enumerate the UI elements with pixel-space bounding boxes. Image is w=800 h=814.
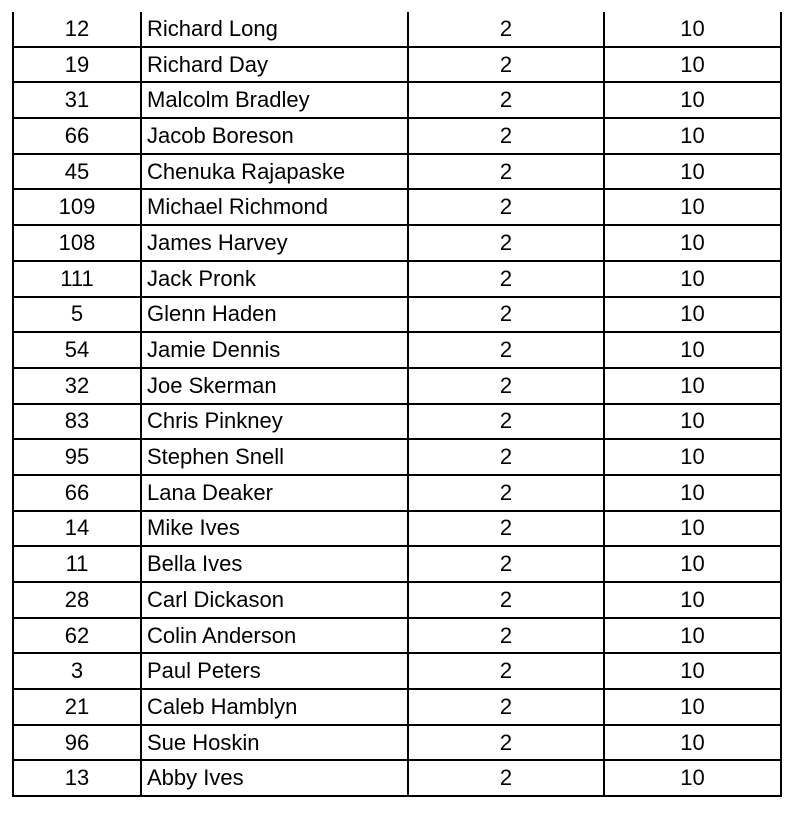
points-cell: 10 — [604, 618, 781, 654]
participant-name-cell: Chenuka Rajapaske — [141, 154, 408, 190]
participant-name-cell: Jacob Boreson — [141, 118, 408, 154]
participant-number-cell: 109 — [13, 189, 141, 225]
participant-number-cell: 66 — [13, 475, 141, 511]
points-cell: 10 — [604, 760, 781, 796]
participant-name-cell: Joe Skerman — [141, 368, 408, 404]
points-cell: 10 — [604, 546, 781, 582]
score-cell: 2 — [408, 154, 604, 190]
score-cell: 2 — [408, 118, 604, 154]
participant-number-cell: 21 — [13, 689, 141, 725]
results-table — [12, 12, 782, 797]
participant-number-cell: 62 — [13, 618, 141, 654]
results-table-body — [13, 12, 781, 796]
table-row — [13, 511, 781, 547]
table-row — [13, 368, 781, 404]
table-row — [13, 475, 781, 511]
participant-number-cell: 111 — [13, 261, 141, 297]
points-cell: 10 — [604, 118, 781, 154]
participant-name-cell: Stephen Snell — [141, 439, 408, 475]
participant-name-cell: Jamie Dennis — [141, 332, 408, 368]
table-row — [13, 82, 781, 118]
participant-name-cell: Bella Ives — [141, 546, 408, 582]
table-row — [13, 47, 781, 83]
score-cell: 2 — [408, 225, 604, 261]
table-row — [13, 297, 781, 333]
table-row — [13, 618, 781, 654]
points-cell: 10 — [604, 725, 781, 761]
score-cell: 2 — [408, 47, 604, 83]
score-cell: 2 — [408, 261, 604, 297]
score-cell: 2 — [408, 368, 604, 404]
participant-number-cell: 12 — [13, 12, 141, 47]
participant-number-cell: 31 — [13, 82, 141, 118]
points-cell: 10 — [604, 297, 781, 333]
participant-number-cell: 32 — [13, 368, 141, 404]
table-row — [13, 760, 781, 796]
points-cell: 10 — [604, 439, 781, 475]
table-row — [13, 404, 781, 440]
points-cell: 10 — [604, 261, 781, 297]
points-cell: 10 — [604, 82, 781, 118]
score-cell: 2 — [408, 546, 604, 582]
table-row — [13, 154, 781, 190]
participant-number-cell: 83 — [13, 404, 141, 440]
participant-number-cell: 45 — [13, 154, 141, 190]
participant-name-cell: Malcolm Bradley — [141, 82, 408, 118]
score-cell: 2 — [408, 475, 604, 511]
points-cell: 10 — [604, 332, 781, 368]
table-row — [13, 582, 781, 618]
participant-name-cell: Richard Day — [141, 47, 408, 83]
points-cell: 10 — [604, 582, 781, 618]
participant-name-cell: Abby Ives — [141, 760, 408, 796]
score-cell: 2 — [408, 725, 604, 761]
score-cell: 2 — [408, 297, 604, 333]
participant-number-cell: 108 — [13, 225, 141, 261]
points-cell: 10 — [604, 225, 781, 261]
score-cell: 2 — [408, 439, 604, 475]
score-cell: 2 — [408, 12, 604, 47]
participant-name-cell: Colin Anderson — [141, 618, 408, 654]
table-row — [13, 725, 781, 761]
table-row — [13, 332, 781, 368]
points-cell: 10 — [604, 47, 781, 83]
participant-number-cell: 96 — [13, 725, 141, 761]
participant-name-cell: Glenn Haden — [141, 297, 408, 333]
points-cell: 10 — [604, 189, 781, 225]
participant-number-cell: 54 — [13, 332, 141, 368]
score-cell: 2 — [408, 189, 604, 225]
table-row — [13, 653, 781, 689]
participant-name-cell: Caleb Hamblyn — [141, 689, 408, 725]
score-cell: 2 — [408, 618, 604, 654]
points-cell: 10 — [604, 404, 781, 440]
score-cell: 2 — [408, 332, 604, 368]
participant-number-cell: 3 — [13, 653, 141, 689]
table-row — [13, 439, 781, 475]
points-cell: 10 — [604, 689, 781, 725]
participant-name-cell: Lana Deaker — [141, 475, 408, 511]
participant-number-cell: 14 — [13, 511, 141, 547]
participant-number-cell: 28 — [13, 582, 141, 618]
participant-number-cell: 66 — [13, 118, 141, 154]
participant-number-cell: 13 — [13, 760, 141, 796]
participant-number-cell: 5 — [13, 297, 141, 333]
table-row — [13, 12, 781, 47]
participant-name-cell: Sue Hoskin — [141, 725, 408, 761]
table-row — [13, 118, 781, 154]
participant-name-cell: Jack Pronk — [141, 261, 408, 297]
points-cell: 10 — [604, 368, 781, 404]
points-cell: 10 — [604, 475, 781, 511]
table-row — [13, 546, 781, 582]
table-row — [13, 261, 781, 297]
table-row — [13, 225, 781, 261]
score-cell: 2 — [408, 404, 604, 440]
participant-name-cell: Carl Dickason — [141, 582, 408, 618]
score-cell: 2 — [408, 82, 604, 118]
score-cell: 2 — [408, 760, 604, 796]
participant-name-cell: James Harvey — [141, 225, 408, 261]
participant-name-cell: Richard Long — [141, 12, 408, 47]
score-cell: 2 — [408, 689, 604, 725]
points-cell: 10 — [604, 12, 781, 47]
points-cell: 10 — [604, 653, 781, 689]
participant-number-cell: 19 — [13, 47, 141, 83]
table-row — [13, 189, 781, 225]
score-cell: 2 — [408, 582, 604, 618]
participant-name-cell: Michael Richmond — [141, 189, 408, 225]
score-cell: 2 — [408, 653, 604, 689]
table-row — [13, 689, 781, 725]
points-cell: 10 — [604, 154, 781, 190]
participant-number-cell: 11 — [13, 546, 141, 582]
participant-name-cell: Paul Peters — [141, 653, 408, 689]
participant-name-cell: Mike Ives — [141, 511, 408, 547]
points-cell: 10 — [604, 511, 781, 547]
participant-name-cell: Chris Pinkney — [141, 404, 408, 440]
score-cell: 2 — [408, 511, 604, 547]
participant-number-cell: 95 — [13, 439, 141, 475]
